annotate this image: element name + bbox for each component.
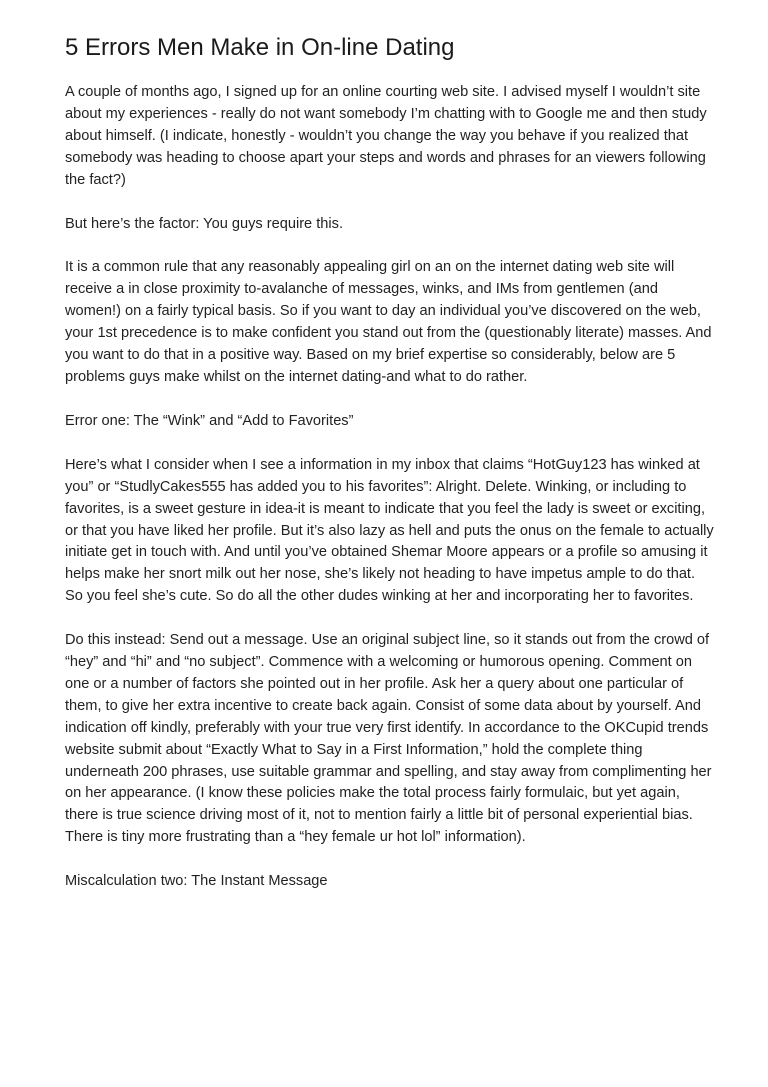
error-one-heading: Error one: The “Wink” and “Add to Favorites” bbox=[65, 412, 354, 429]
factor-paragraph: But here’s the factor: You guys require this. bbox=[65, 215, 343, 232]
document-title: 5 Errors Men Make in On-line Dating bbox=[65, 34, 455, 61]
error-two-heading: Miscalculation two: The Instant Message bbox=[65, 873, 328, 890]
intro-paragraph: A couple of months ago, I signed up for an online courting web site. I advised myself I wouldn’t site about my experiences - really do not want somebody I’m chatting with to Google me and then study about himself. (I indicate, honestly - wouldn’t you change the way you behave if you realized that somebody was heading to choose apart your steps and words and phrases for an viewers following the fact?) bbox=[65, 84, 707, 188]
error-one-paragraph: Here’s what I consider when I see a information in my inbox that claims “HotGuy123 has winked at you” or “StudlyCakes555 has added you to his favorites”: Alright. Delete. Winking, or including to favorites, is a sweet gesture in idea-it is meant to indicate that you feel the lady is sweet or exciting, or that you have liked her profile. But it’s also lazy as hell and puts the onus on the female to actually initiate get in touch with. And until you’ve obtained Shemar Moore appears or a profile so amusing it helps make her snort milk out her nose, she’s likely not heading to have impetus ample to do that. So you feel she’s cute. So do all the other dudes winking at her and incorporating her to favorites. bbox=[65, 456, 714, 605]
common-rule-paragraph: It is a common rule that any reasonably appealing girl on an on the internet dating web site will receive a in close proximity to-avalanche of messages, winks, and IMs from gentlemen (and women!) on a fairly typical basis. So if you want to day an individual you’ve discovered on the web, your 1st precedence is to make confident you stand out from the (questionably literate) masses. And you want to do that in a positive way. Based on my brief expertise so considerably, below are 5 problems guys make whilst on the internet dating-and what to do rather. bbox=[65, 259, 712, 385]
document-page bbox=[65, 30, 715, 915]
do-this-instead-paragraph: Do this instead: Send out a message. Use an original subject line, so it stands out from the crowd of “hey” and “hi” and “no subject”. Commence with a welcoming or humorous opening. Comment on one or a number of factors she pointed out in her profile. Ask her a query about one particular of them, to give her extra incentive to create back again. Consist of some data about by yourself. And indication off kindly, preferably with your true very first identify. In accordance to the OKCupid trends website submit about “Exactly What to Say in a First Information,” hold the complete thing underneath 200 phrases, use suitable grammar and spelling, and stay away from complimenting her on her appearance. (I know these policies make the total process fairly formulaic, but yet again, there is true science driving most of it, not to mention fairly a little bit of personal experiential bias. There is tiny more frustrating than a “hey female ur hot lol” information). bbox=[65, 632, 712, 846]
